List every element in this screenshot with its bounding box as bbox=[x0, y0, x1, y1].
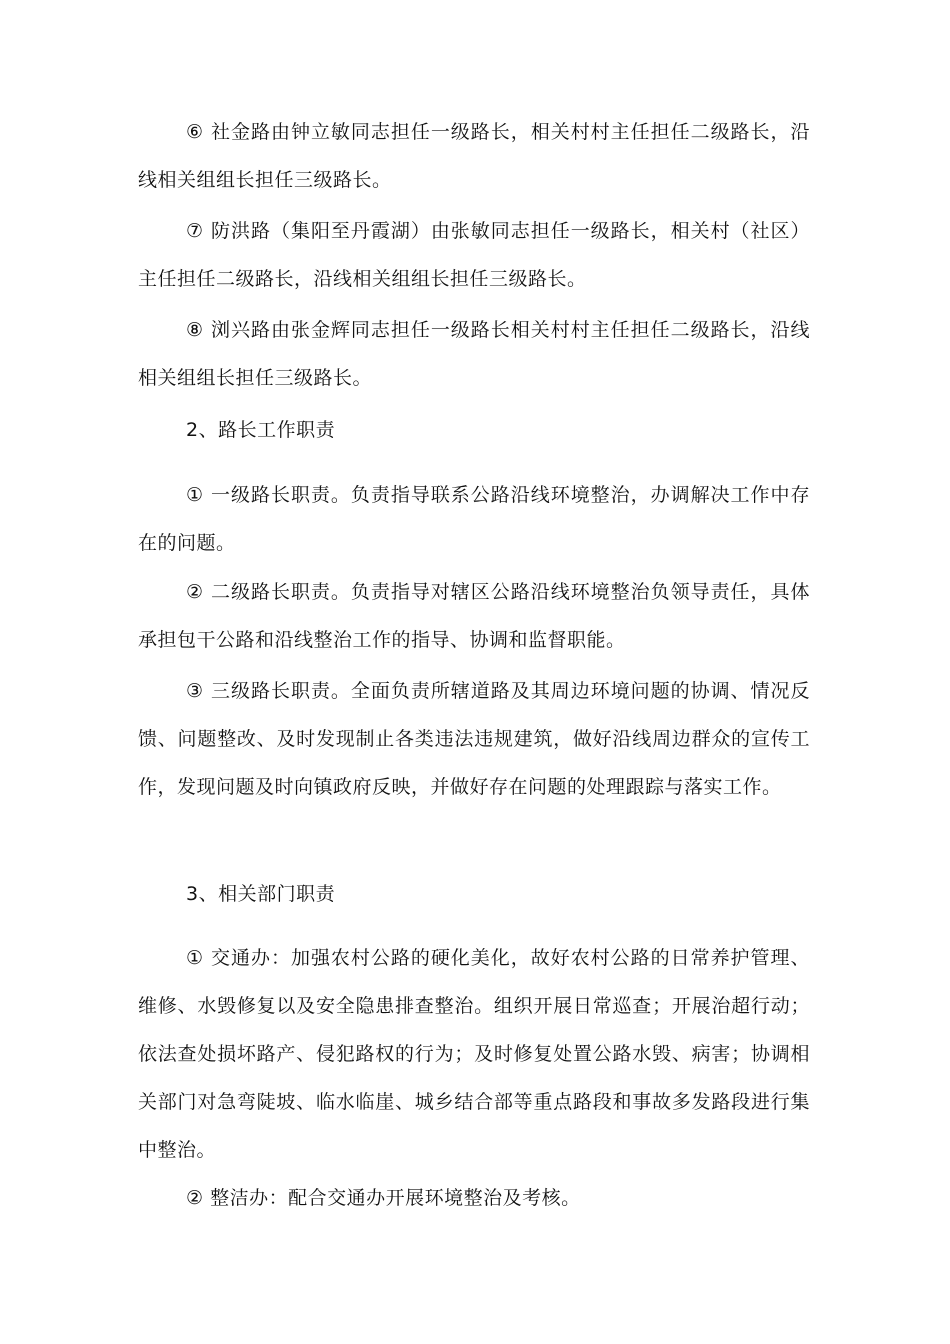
paragraph-duty-level-2: ② 二级路长职责。负责指导对辖区公路沿线环境整治负领导责任，具体承担包干公路和沿线整治工作的指导、协调和监督职能。 bbox=[138, 581, 810, 651]
paragraph-dept-transport: ① 交通办：加强农村公路的硬化美化，故好农村公路的日常养护管理、维修、水毁修复以及安全隐患排查整治。组织开展日常巡查；开展治超行动；依法查处损坏路产、侵犯路权的行为；及时修复处置公路水毁、病害；协调相关部门对急弯陡坡、临水临崖、城乡结合部等重点路段和事故多发路段进行集中整治。 bbox=[138, 947, 810, 1161]
paragraph-duty-level-1: ① 一级路长职责。负责指导联系公路沿线环境整治，办调解决工作中存在的问题。 bbox=[138, 484, 810, 554]
paragraph-duty-level-3: ③ 三级路长职责。全面负责所辖道路及其周边环境问题的协调、情况反馈、问题整改、及时发现制止各类违法违规建筑，做好沿线周边群众的宣传工作，发现问题及时向镇政府反映，并做好存在问题的处理跟踪与落实工作。 bbox=[138, 680, 810, 798]
section-heading-duties: 2、路长工作职责 bbox=[186, 419, 336, 441]
paragraph-road-6: ⑥ 社金路由钟立敏同志担任一级路长，相关村村主任担任二级路长，沿线相关组组长担任三级路长。 bbox=[138, 121, 810, 191]
paragraph-road-8: ⑧ 浏兴路由张金辉同志担任一级路长相关村村主任担任二级路长，沿线相关组组长担任三级路长。 bbox=[138, 319, 810, 389]
paragraph-road-7: ⑦ 防洪路（集阳至丹霞湖）由张敏同志担任一级路长，相关村（社区）主任担任二级路长，沿线相关组组长担任三级路长。 bbox=[138, 220, 810, 290]
paragraph-dept-cleaning: ② 整洁办：配合交通办开展环境整治及考核。 bbox=[186, 1187, 581, 1209]
section-heading-departments: 3、相关部门职责 bbox=[186, 883, 336, 905]
